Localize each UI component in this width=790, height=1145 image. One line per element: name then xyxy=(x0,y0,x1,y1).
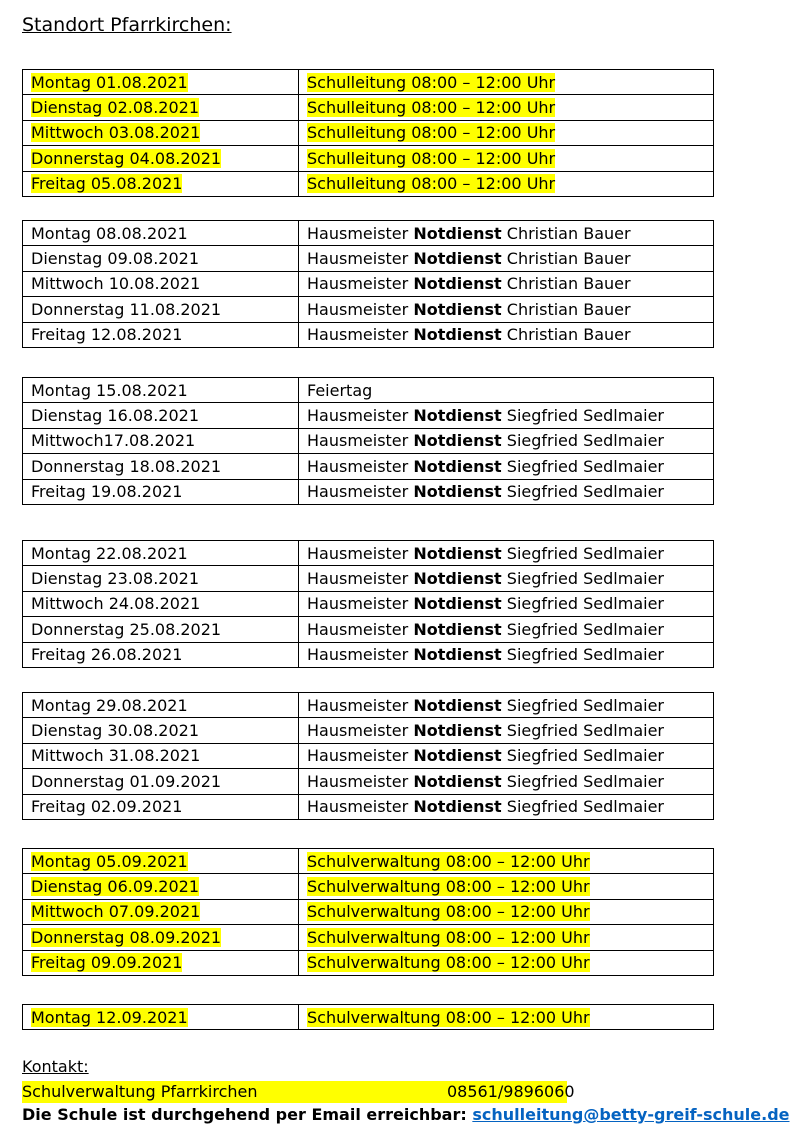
table-row xyxy=(23,950,714,975)
duty-cell: Hausmeister Notdienst Christian Bauer xyxy=(299,297,714,322)
email-line xyxy=(22,1105,790,1124)
day-cell: Donnerstag 25.08.2021 xyxy=(23,617,299,642)
table-row xyxy=(23,693,714,718)
day-cell: Montag 22.08.2021 xyxy=(23,541,299,566)
day-cell: Donnerstag 11.08.2021 xyxy=(23,297,299,322)
schedule-table-week-3 xyxy=(22,377,714,505)
day-cell: Montag 12.09.2021 xyxy=(23,1005,299,1030)
day-cell: Donnerstag 18.08.2021 xyxy=(23,454,299,479)
day-cell: Dienstag 09.08.2021 xyxy=(23,246,299,271)
duty-cell: Schulverwaltung 08:00 – 12:00 Uhr xyxy=(299,874,714,899)
day-cell: Dienstag 30.08.2021 xyxy=(23,718,299,743)
duty-cell: Schulleitung 08:00 – 12:00 Uhr xyxy=(299,146,714,171)
table-row xyxy=(23,403,714,428)
table-row xyxy=(23,591,714,616)
table-row xyxy=(23,95,714,120)
day-cell: Donnerstag 08.09.2021 xyxy=(23,925,299,950)
duty-cell: Hausmeister Notdienst Siegfried Sedlmaier xyxy=(299,769,714,794)
day-cell: Montag 01.08.2021 xyxy=(23,70,299,95)
schedule-table-week-2 xyxy=(22,220,714,348)
email-link[interactable]: schulleitung@betty-greif-schule.de xyxy=(472,1105,790,1124)
page-title: Standort Pfarrkirchen: xyxy=(22,14,232,36)
table-row xyxy=(23,322,714,347)
duty-cell: Hausmeister Notdienst Siegfried Sedlmaier xyxy=(299,454,714,479)
day-cell: Freitag 26.08.2021 xyxy=(23,642,299,667)
table-row xyxy=(23,479,714,504)
duty-cell: Schulleitung 08:00 – 12:00 Uhr xyxy=(299,70,714,95)
duty-cell: Hausmeister Notdienst Siegfried Sedlmaier xyxy=(299,566,714,591)
day-cell: Freitag 09.09.2021 xyxy=(23,950,299,975)
duty-cell: Hausmeister Notdienst Siegfried Sedlmaier xyxy=(299,541,714,566)
day-cell: Mittwoch 10.08.2021 xyxy=(23,271,299,296)
day-cell: Freitag 02.09.2021 xyxy=(23,794,299,819)
contact-line xyxy=(22,1081,575,1103)
table-row xyxy=(23,454,714,479)
email-label: Die Schule ist durchgehend per Email erreichbar: xyxy=(22,1105,473,1124)
duty-cell: Schulverwaltung 08:00 – 12:00 Uhr xyxy=(299,849,714,874)
table-row xyxy=(23,617,714,642)
day-cell: Dienstag 06.09.2021 xyxy=(23,874,299,899)
table-row xyxy=(23,221,714,246)
table-row xyxy=(23,794,714,819)
duty-cell: Hausmeister Notdienst Siegfried Sedlmaier xyxy=(299,794,714,819)
duty-cell: Hausmeister Notdienst Siegfried Sedlmaier xyxy=(299,743,714,768)
day-cell: Freitag 19.08.2021 xyxy=(23,479,299,504)
table-row xyxy=(23,246,714,271)
duty-cell: Hausmeister Notdienst Siegfried Sedlmaier xyxy=(299,642,714,667)
table-row xyxy=(23,428,714,453)
duty-cell: Hausmeister Notdienst Siegfried Sedlmaier xyxy=(299,403,714,428)
day-cell: Mittwoch 24.08.2021 xyxy=(23,591,299,616)
day-cell: Dienstag 23.08.2021 xyxy=(23,566,299,591)
duty-cell: Hausmeister Notdienst Christian Bauer xyxy=(299,246,714,271)
day-cell: Montag 29.08.2021 xyxy=(23,693,299,718)
table-row xyxy=(23,378,714,403)
table-row xyxy=(23,874,714,899)
duty-cell: Schulverwaltung 08:00 – 12:00 Uhr xyxy=(299,950,714,975)
day-cell: Montag 08.08.2021 xyxy=(23,221,299,246)
contact-heading: Kontakt: xyxy=(22,1057,89,1076)
table-row xyxy=(23,743,714,768)
duty-cell: Hausmeister Notdienst Siegfried Sedlmaier xyxy=(299,718,714,743)
table-row xyxy=(23,146,714,171)
duty-cell: Hausmeister Notdienst Siegfried Sedlmaier xyxy=(299,428,714,453)
duty-cell: Hausmeister Notdienst Christian Bauer xyxy=(299,221,714,246)
contact-name: Schulverwaltung Pfarrkirchen xyxy=(22,1082,258,1101)
schedule-table-week-5 xyxy=(22,692,714,820)
day-cell: Montag 15.08.2021 xyxy=(23,378,299,403)
table-row xyxy=(23,297,714,322)
day-cell: Mittwoch 07.09.2021 xyxy=(23,899,299,924)
duty-cell: Hausmeister Notdienst Siegfried Sedlmaier xyxy=(299,591,714,616)
table-row xyxy=(23,1005,714,1030)
contact-phone: 08561/9896060 xyxy=(447,1082,575,1101)
table-row xyxy=(23,566,714,591)
duty-cell: Schulleitung 08:00 – 12:00 Uhr xyxy=(299,120,714,145)
day-cell: Mittwoch 03.08.2021 xyxy=(23,120,299,145)
day-cell: Freitag 12.08.2021 xyxy=(23,322,299,347)
schedule-table-week-6 xyxy=(22,848,714,976)
day-cell: Montag 05.09.2021 xyxy=(23,849,299,874)
table-row xyxy=(23,70,714,95)
table-row xyxy=(23,769,714,794)
duty-cell: Hausmeister Notdienst Siegfried Sedlmaier xyxy=(299,693,714,718)
day-cell: Mittwoch17.08.2021 xyxy=(23,428,299,453)
duty-cell: Feiertag xyxy=(299,378,714,403)
table-row xyxy=(23,271,714,296)
duty-cell: Hausmeister Notdienst Christian Bauer xyxy=(299,271,714,296)
duty-cell: Schulleitung 08:00 – 12:00 Uhr xyxy=(299,171,714,196)
duty-cell: Hausmeister Notdienst Siegfried Sedlmaier xyxy=(299,617,714,642)
table-row xyxy=(23,120,714,145)
table-row xyxy=(23,899,714,924)
day-cell: Mittwoch 31.08.2021 xyxy=(23,743,299,768)
day-cell: Donnerstag 04.08.2021 xyxy=(23,146,299,171)
duty-cell: Hausmeister Notdienst Siegfried Sedlmaier xyxy=(299,479,714,504)
day-cell: Donnerstag 01.09.2021 xyxy=(23,769,299,794)
table-row xyxy=(23,642,714,667)
day-cell: Dienstag 16.08.2021 xyxy=(23,403,299,428)
duty-cell: Schulverwaltung 08:00 – 12:00 Uhr xyxy=(299,1005,714,1030)
table-row xyxy=(23,718,714,743)
schedule-table-week-4 xyxy=(22,540,714,668)
duty-cell: Schulverwaltung 08:00 – 12:00 Uhr xyxy=(299,925,714,950)
table-row xyxy=(23,925,714,950)
table-row xyxy=(23,849,714,874)
duty-cell: Schulleitung 08:00 – 12:00 Uhr xyxy=(299,95,714,120)
day-cell: Freitag 05.08.2021 xyxy=(23,171,299,196)
schedule-table-week-7 xyxy=(22,1004,714,1030)
duty-cell: Schulverwaltung 08:00 – 12:00 Uhr xyxy=(299,899,714,924)
table-row xyxy=(23,541,714,566)
schedule-table-week-1 xyxy=(22,69,714,197)
table-row xyxy=(23,171,714,196)
day-cell: Dienstag 02.08.2021 xyxy=(23,95,299,120)
duty-cell: Hausmeister Notdienst Christian Bauer xyxy=(299,322,714,347)
